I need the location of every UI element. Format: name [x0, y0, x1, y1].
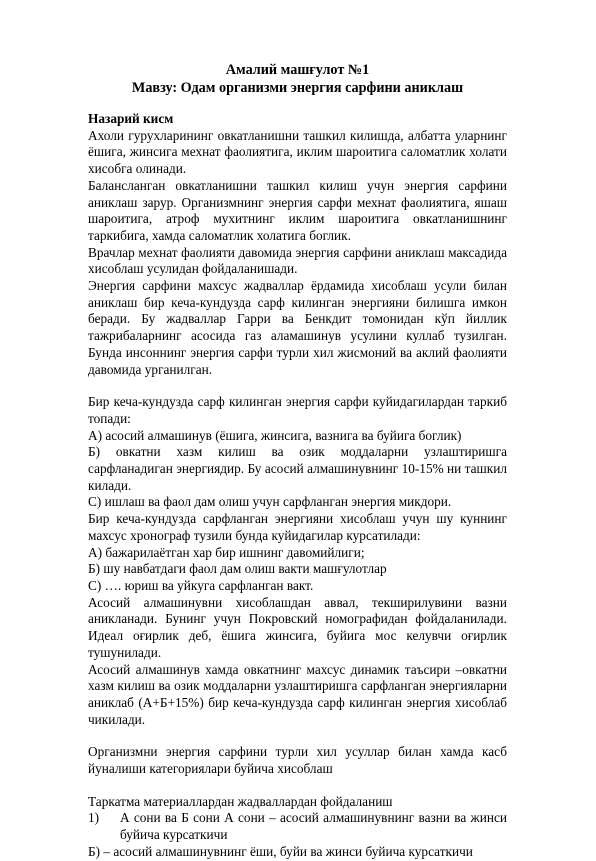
- numbered-item: [88, 810, 507, 843]
- list-item: С) …. юриш ва уйкуга сарфланган вакт.: [88, 577, 314, 593]
- paragraph: Бир кеча-кундузда сарф килинган энергия сарфи куйидагилардан таркиб топади:: [88, 394, 507, 426]
- paragraph: Ахоли гурухларининг овкатланишни ташкил килишда, албатта уларнинг ёшига, жинсига мехнат фаолиятига, иклим шароитига саломатлик холати хисобга олинади.: [88, 127, 507, 177]
- document-page: [88, 62, 507, 861]
- paragraph: Асосий алмашинув хамда овкатнинг махсус динамик таъсири –овкатни хазм килиш ва озик моддаларни узлаштиришга сарфланган энергияларни аниклаб (А+Б+15%) бир кеча-кундузда сарф килинган энергия хисоблаб чикилади.: [88, 661, 507, 727]
- list-item: Б) – асосий алмашинувнинг ёши, буйи ва жинси буйича курсаткичи: [88, 843, 473, 859]
- paragraph: Врачлар мехнат фаолияти давомида энергия сарфини аниклаш максадида хисоблаш усулидан фойдаланишади.: [88, 244, 507, 277]
- list-item: А) бажарилаётган хар бир ишнинг давомийлиги;: [88, 544, 365, 560]
- document-subtitle: Мавзу: Одам организми энергия сарфини аниклаш: [131, 79, 464, 96]
- paragraph: Бир кеча-кундузда сарфланган энергияни хисоблаш учун шу куннинг махсус хронограф тузили бунда куйидагилар курсатилади:: [88, 511, 507, 543]
- paragraph: Асосий алмашинувни хисоблашдан аввал, текширилувини вазни аникланади. Бунинг учун Покровский номографидан фойдаланилади. Идеал оғирлик деб, ёшига жинсига, буйига мос келувчи оғирлик тушунилади.: [88, 594, 507, 660]
- paragraph: Таркатма материаллардан жадваллардан фойдаланиш: [88, 793, 393, 809]
- item-text: А сони ва Б сони А сони – асосий алмашинувнинг вазни ва жинси буйича курсаткичи: [120, 810, 507, 843]
- paragraph: Организмни энергия сарфини турли хил усуллар билан хамда касб йуналиши категориялари буйича хисоблаш: [88, 744, 507, 777]
- spacer: [88, 378, 507, 394]
- list-item: С) ишлаш ва фаол дам олиш учун сарфланган энергия микдори.: [88, 494, 452, 510]
- paragraph: Энергия сарфини махсус жадваллар ёрдамида хисоблаш усули билан аниклаш бир кеча-кундузда сарф килинган энергияни билишга имкон беради. Бу жадваллар Гарри ва Бенкдит томонидан кўп йиллик тажрибаларнинг асосида газ аламашинув усулини куллаб тузилган. Бунда инсоннинг энергия сарфи турли хил жисмоний ва аклий фаолияти давомида урганилган.: [88, 278, 507, 377]
- document-title: Амалий машғулот №1: [225, 62, 370, 78]
- section-heading-theory: Назарий кисм: [88, 111, 174, 126]
- spacer: [88, 728, 507, 744]
- spacer: [88, 778, 507, 794]
- list-item: А) асосий алмашинув (ёшига, жинсига, вазнига ва буйига боглик): [88, 427, 462, 443]
- list-item: Б) шу навбатдаги фаол дам олиш вакти машғулотлар: [88, 561, 387, 577]
- paragraph: Балансланган овкатланишни ташкил килиш учун энергия сарфини аниклаш зарур. Организмнинг энергия сарфи мехнат фаолиятига, яшаш шароитига, атроф мухитнинг иклим шароитига овкатланишнинг таркибига, хамда саломатлик холатига боглик.: [88, 177, 507, 243]
- list-item: Б) овкатни хазм килиш ва озик моддаларни узлаштиришга сарфланадиган энергиядир. Бу асосий алмашинувнинг 10-15% ни ташкил килади.: [88, 444, 507, 493]
- item-number: 1): [88, 810, 100, 826]
